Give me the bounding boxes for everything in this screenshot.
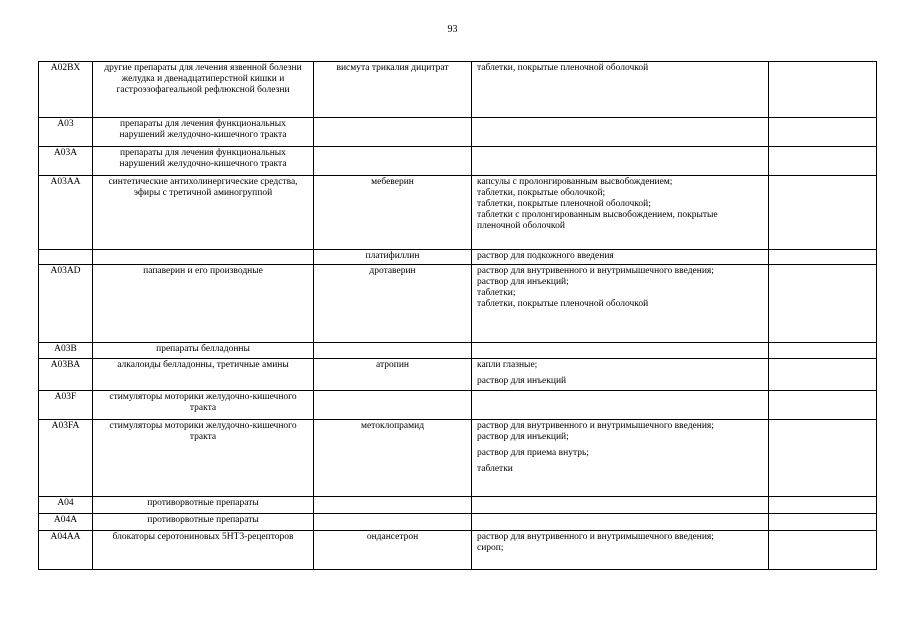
table-row — [39, 420, 877, 497]
drug-name-cell: мебеверин — [314, 176, 472, 250]
table-row — [39, 531, 877, 570]
empty-cell — [769, 147, 877, 176]
anatomic-group-cell: препараты для лечения функциональных нарушений желудочно-кишечного тракта — [93, 147, 314, 176]
anatomic-group-cell — [93, 250, 314, 265]
dosage-forms-cell — [472, 359, 769, 391]
dosage-form-line: раствор для подкожного введения — [477, 251, 614, 261]
empty-cell — [769, 62, 877, 118]
table-row — [39, 359, 877, 391]
empty-cell — [769, 250, 877, 265]
dosage-forms-cell — [472, 391, 769, 420]
drug-name-cell: атропин — [314, 359, 472, 391]
empty-cell — [769, 265, 877, 343]
anatomic-group-cell: блокаторы серотониновых 5HT3-рецепторов — [93, 531, 314, 570]
dosage-form-line: раствор для внутривенного и внутримышечного введения; — [477, 532, 714, 542]
drug-name-cell: дротаверин — [314, 265, 472, 343]
table-row — [39, 514, 877, 531]
dosage-form-line: раствор для приема внутрь; — [477, 448, 589, 458]
dosage-form-line: таблетки, покрытые пленочной оболочкой — [477, 299, 649, 309]
table-row — [39, 118, 877, 147]
dosage-forms-cell — [472, 118, 769, 147]
drug-name-cell — [314, 514, 472, 531]
table-body — [39, 62, 877, 570]
dosage-form-line: таблетки с пролонгированным высвобождением, покрытые пленочной оболочкой — [477, 210, 718, 231]
atc-code-cell — [39, 250, 93, 265]
dosage-forms-cell — [472, 420, 769, 497]
dosage-form-line: таблетки; — [477, 288, 516, 298]
drug-name-cell — [314, 343, 472, 359]
atc-code-cell: A03A — [39, 147, 93, 176]
empty-cell — [769, 514, 877, 531]
anatomic-group-cell: стимуляторы моторики желудочно-кишечного тракта — [93, 420, 314, 497]
drug-name-cell: метоклопрамид — [314, 420, 472, 497]
dosage-forms-cell — [472, 176, 769, 250]
anatomic-group-cell: препараты для лечения функциональных нарушений желудочно-кишечного тракта — [93, 118, 314, 147]
dosage-forms-cell — [472, 343, 769, 359]
dosage-form-line: таблетки — [477, 464, 513, 474]
table-row — [39, 147, 877, 176]
dosage-forms-cell — [472, 531, 769, 570]
drug-name-cell — [314, 391, 472, 420]
anatomic-group-cell: стимуляторы моторики желудочно-кишечного тракта — [93, 391, 314, 420]
empty-cell — [769, 420, 877, 497]
atc-code-cell: A03F — [39, 391, 93, 420]
empty-cell — [769, 118, 877, 147]
atc-code-cell: A03BA — [39, 359, 93, 391]
dosage-form-line: раствор для внутривенного и внутримышечного введения; — [477, 266, 714, 276]
anatomic-group-cell: синтетические антихолинергические средства, эфиры с третичной аминогруппой — [93, 176, 314, 250]
dosage-form-line: таблетки, покрытые оболочкой; — [477, 188, 606, 198]
dosage-form-line: раствор для инъекций; — [477, 277, 569, 287]
empty-cell — [769, 359, 877, 391]
drug-name-cell — [314, 147, 472, 176]
dosage-form-line: таблетки, покрытые пленочной оболочкой — [477, 63, 649, 73]
anatomic-group-cell: противорвотные препараты — [93, 514, 314, 531]
atc-code-cell: A02BX — [39, 62, 93, 118]
drug-name-cell: платифиллин — [314, 250, 472, 265]
dosage-forms-cell — [472, 147, 769, 176]
anatomic-group-cell: другие препараты для лечения язвенной болезни желудка и двенадцатиперстной кишки и гастроэзофагеальной рефлюксной болезни — [93, 62, 314, 118]
atc-code-cell: A03 — [39, 118, 93, 147]
drug-name-cell — [314, 118, 472, 147]
table-row — [39, 62, 877, 118]
dosage-forms-cell — [472, 497, 769, 514]
dosage-forms-cell — [472, 250, 769, 265]
dosage-form-line: раствор для инъекций — [477, 376, 567, 386]
atc-code-cell: A03AA — [39, 176, 93, 250]
drug-name-cell — [314, 497, 472, 514]
table-row — [39, 497, 877, 514]
dosage-form-line: сироп; — [477, 543, 504, 553]
dosage-form-line: таблетки, покрытые пленочной оболочкой; — [477, 199, 651, 209]
anatomic-group-cell: противорвотные препараты — [93, 497, 314, 514]
dosage-forms-cell — [472, 265, 769, 343]
dosage-form-line: капли глазные; — [477, 360, 538, 370]
dosage-forms-cell — [472, 62, 769, 118]
dosage-forms-cell — [472, 514, 769, 531]
empty-cell — [769, 497, 877, 514]
table-row — [39, 343, 877, 359]
drug-name-cell: ондансетрон — [314, 531, 472, 570]
empty-cell — [769, 391, 877, 420]
table-row — [39, 391, 877, 420]
empty-cell — [769, 531, 877, 570]
atc-code-cell: A04A — [39, 514, 93, 531]
anatomic-group-cell: алкалоиды белладонны, третичные амины — [93, 359, 314, 391]
dosage-form-line: раствор для инъекций; — [477, 432, 569, 442]
drug-name-cell: висмута трикалия дицитрат — [314, 62, 472, 118]
page-number: 93 — [447, 24, 458, 35]
table-row — [39, 265, 877, 343]
anatomic-group-cell: папаверин и его производные — [93, 265, 314, 343]
atc-code-cell: A04 — [39, 497, 93, 514]
table-row — [39, 176, 877, 250]
table-row — [39, 250, 877, 265]
dosage-form-line: капсулы с пролонгированным высвобождением; — [477, 177, 673, 187]
empty-cell — [769, 176, 877, 250]
atc-code-cell: A03AD — [39, 265, 93, 343]
dosage-form-line: раствор для внутривенного и внутримышечного введения; — [477, 421, 714, 431]
anatomic-group-cell: препараты белладонны — [93, 343, 314, 359]
drug-table — [38, 61, 877, 570]
atc-code-cell: A03B — [39, 343, 93, 359]
atc-code-cell: A04AA — [39, 531, 93, 570]
atc-code-cell: A03FA — [39, 420, 93, 497]
empty-cell — [769, 343, 877, 359]
